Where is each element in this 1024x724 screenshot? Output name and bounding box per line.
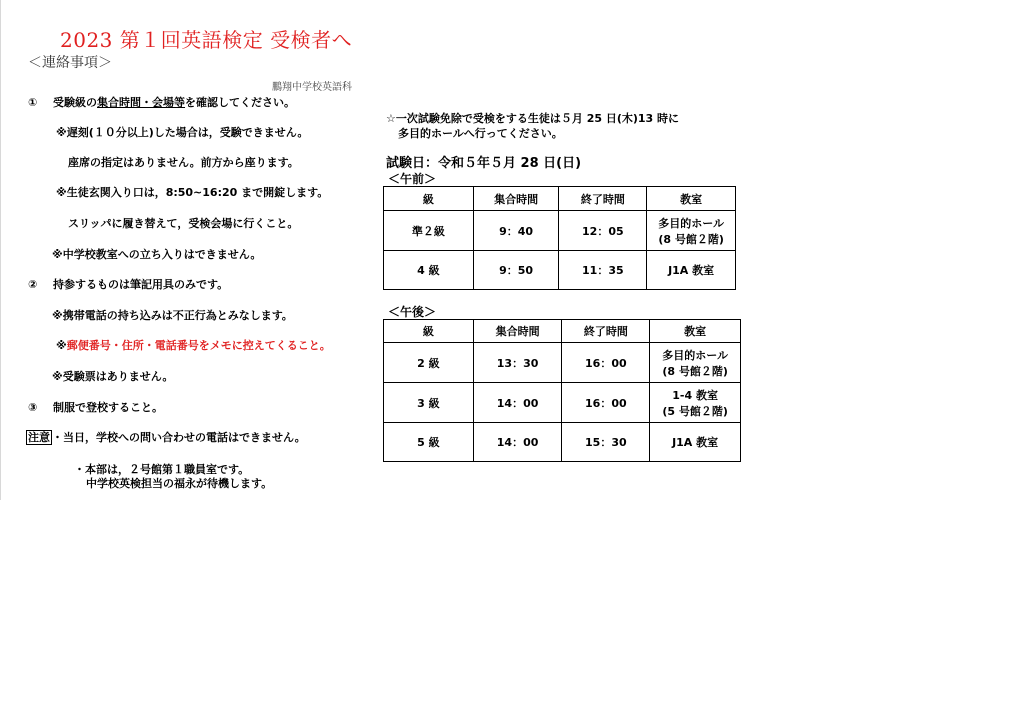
school-name: 鵬翔中学校英語科 — [272, 82, 352, 93]
table-row — [384, 251, 736, 290]
item-1-underlined: 集合時間・会場等 — [97, 96, 186, 109]
line-no-entry: ※中学校教室への立ち入りはできません。 — [52, 248, 262, 261]
cell-room — [647, 211, 736, 251]
item-1-post: を確認してください。 — [185, 96, 296, 109]
room-name: 1-4 教室 — [672, 388, 718, 402]
cell-grade: 3 級 — [384, 383, 474, 423]
table-row — [384, 343, 741, 383]
room-name: 多目的ホール — [658, 216, 724, 230]
cell-end: 16：00 — [562, 343, 650, 383]
cell-grade: 準２級 — [384, 211, 474, 251]
line-memo-red: 郵便番号・住所・電話番号をメモに控えてくること。 — [66, 339, 331, 352]
morning-table — [383, 186, 736, 290]
header-end: 終了時間 — [559, 187, 647, 211]
hq-line-1: ・本部は，２号館第１職員室です。 — [74, 463, 250, 476]
cell-end: 16：00 — [562, 383, 650, 423]
cell-room — [650, 343, 741, 383]
room-location: (5 号館２階) — [662, 404, 728, 418]
cell-end: 15：30 — [562, 423, 650, 462]
cell-grade: 4 級 — [384, 251, 474, 290]
exam-date: 試験日：令和５年５月 28 日(日) — [386, 156, 582, 171]
item-2 — [28, 276, 228, 292]
afternoon-label: ＜午後＞ — [388, 305, 437, 319]
note-line — [26, 429, 306, 445]
room-location: (8 号館２階) — [662, 364, 728, 378]
table-header-row — [384, 320, 741, 343]
room-name: 多目的ホール — [662, 348, 728, 362]
exemption-notice-1: ☆一次試験免除で受検をする生徒は５月 25 日(木)13 時に — [386, 112, 680, 125]
cell-start: 14：00 — [473, 423, 562, 462]
note-text: ・当日，学校への問い合わせの電話はできません。 — [52, 431, 306, 444]
hq-line-2: 中学校英検担当の福永が待機します。 — [86, 477, 273, 490]
afternoon-table — [383, 319, 741, 462]
header-start: 集合時間 — [473, 187, 559, 211]
cell-room: J1A 教室 — [647, 251, 736, 290]
cell-grade: 2 級 — [384, 343, 474, 383]
morning-label: ＜午前＞ — [388, 172, 437, 186]
header-grade: 級 — [384, 320, 474, 343]
exemption-notice-2: 多目的ホールへ行ってください。 — [398, 127, 563, 140]
item-3-marker: ③ — [28, 401, 38, 414]
item-3-text: 制服で登校すること。 — [53, 401, 164, 414]
cell-start: 14：00 — [473, 383, 562, 423]
cell-room: J1A 教室 — [650, 423, 741, 462]
line-memo — [56, 337, 331, 353]
line-slippers: スリッパに履き替えて，受検会場に行くこと。 — [68, 217, 299, 230]
header-grade: 級 — [384, 187, 474, 211]
header-end: 終了時間 — [562, 320, 650, 343]
line-entrance: ※生徒玄関入り口は，8:50~16:20 まで開錠します。 — [56, 186, 329, 199]
header-start: 集合時間 — [473, 320, 562, 343]
item-1-pre: 受験級の — [53, 96, 98, 109]
page-edge-line — [0, 0, 1, 500]
line-late: ※遅刻(１０分以上)した場合は，受験できません。 — [56, 126, 309, 139]
item-2-marker: ② — [28, 278, 38, 291]
cell-room — [650, 383, 741, 423]
table-row — [384, 423, 741, 462]
cell-start: 13：30 — [473, 343, 562, 383]
item-3 — [28, 399, 163, 415]
line-memo-prefix: ※ — [56, 339, 67, 352]
cell-grade: 5 級 — [384, 423, 474, 462]
line-seating: 座席の指定はありません。前方から座ります。 — [68, 156, 299, 169]
cell-start: 9：40 — [473, 211, 559, 251]
line-ticket: ※受験票はありません。 — [52, 370, 174, 383]
page-title: 2023 第１回英語検定 受検者へ — [60, 28, 353, 52]
table-row — [384, 211, 736, 251]
item-2-text: 持参するものは筆記用具のみです。 — [53, 278, 229, 291]
header-room: 教室 — [647, 187, 736, 211]
cell-end: 12：05 — [559, 211, 647, 251]
cell-start: 9：50 — [473, 251, 559, 290]
room-location: (8 号館２階) — [658, 232, 724, 246]
section-header: ＜連絡事項＞ — [28, 55, 112, 71]
table-header-row — [384, 187, 736, 211]
item-1-marker: ① — [28, 96, 38, 109]
line-phone: ※携帯電話の持ち込みは不正行為とみなします。 — [52, 309, 293, 322]
item-1 — [28, 94, 295, 110]
header-room: 教室 — [650, 320, 741, 343]
table-row — [384, 383, 741, 423]
note-label: 注意 — [28, 431, 50, 444]
cell-end: 11：35 — [559, 251, 647, 290]
